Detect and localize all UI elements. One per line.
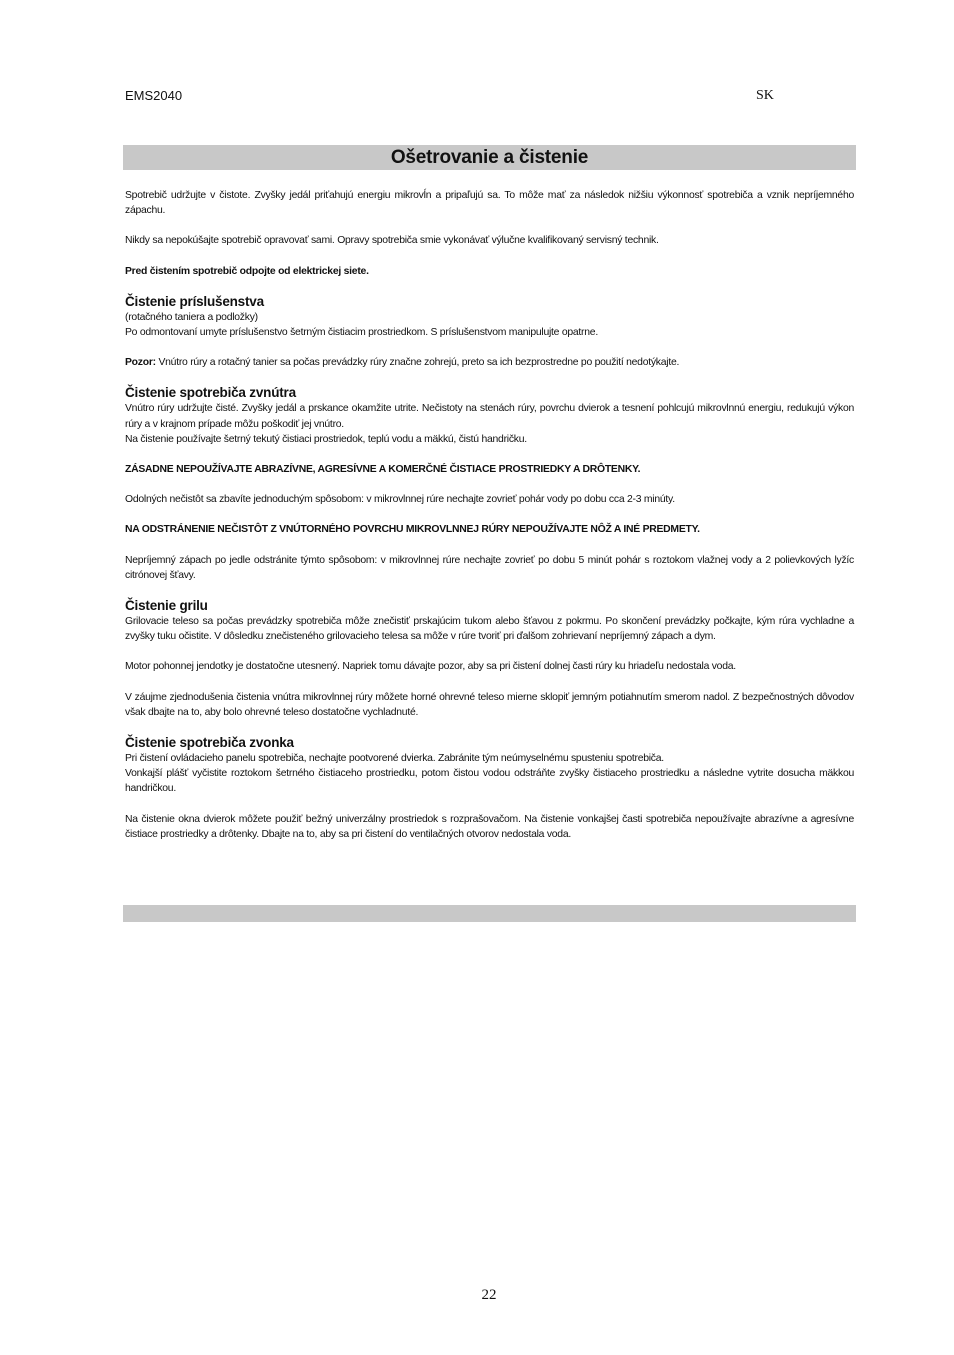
grill-paragraph-3: V záujme zjednodušenia čistenia vnútra mikrovlnnej rúry môžete horné ohrevné teleso mierne sklopiť jemným potiahnutím smerom nadol. Z bezpečnostných dôvodov však dbajte na to, aby bolo ohrevné teleso dostatočne vychladnuté. [125, 691, 854, 718]
section-heading-grill: Čistenie grilu [125, 598, 208, 614]
footer-bar [123, 905, 856, 922]
accessories-paragraph: Po odmontovaní umyte príslušenstvo šetrným čistiacim prostriedkom. S príslušenstvom manipulujte opatrne. [125, 327, 598, 339]
inside-paragraph-2: Na čistenie používajte šetrný tekutý čistiaci prostriedok, teplú vodu a mäkkú, čistú handričku. [125, 433, 527, 445]
warning-label: Pozor: [125, 357, 156, 369]
inside-paragraph-4: Nepríjemný zápach po jedle odstránite týmto spôsobom: v mikrovlnnej rúre nechajte zovrieť po dobu 5 minút pohár s roztokom vlažnej vody a 2 polievkových lyžíc citrónovej šťavy. [125, 554, 854, 581]
grill-paragraph-1: Grilovacie teleso sa počas prevádzky spotrebiča môže znečistiť prskajúcim tukom alebo šťavou z pokrmu. Po skončení prevádzky počkajte, kým rúra vychladne a zvyšky tuku očistite. V dôsledku znečisteného grilovacieho telesa sa môže v rúre tvoriť pri ďalšom zohrievaní nepríjemný zápach a dym. [125, 616, 854, 643]
section-heading-inside: Čistenie spotrebiča zvnútra [125, 385, 296, 401]
page-title: Ošetrovanie a čistenie [390, 146, 589, 168]
intro-warning: Pred čistením spotrebič odpojte od elektrickej siete. [125, 265, 369, 277]
warning-text: Vnútro rúry a rotačný tanier sa počas prevádzky rúry značne zohrejú, preto sa ich bezprostredne po použití nedotýkajte. [155, 357, 680, 369]
inside-warning-2: NA ODSTRÁNENIE NEČISTÔT Z VNÚTORNÉHO POVRCHU MIKROVLNNEJ RÚRY NEPOUŽÍVAJTE NÔŽ A INÉ PREDMETY. [125, 524, 700, 536]
intro-paragraph-2: Nikdy sa nepokúšajte spotrebič opravovať sami. Opravy spotrebiča smie vykonávať výlučne kvalifikovaný servisný technik. [125, 235, 659, 247]
accessories-warning [125, 355, 854, 370]
accessories-subtitle: (rotačného taniera a podložky) [125, 311, 258, 323]
page-number: 22 [481, 1287, 497, 1303]
header-language: SK [756, 88, 774, 103]
outside-paragraph-1: Pri čistení ovládacieho panelu spotrebiča, nechajte pootvorené dvierka. Zabránite tým neúmyselnému spusteniu spotrebiča. [125, 753, 664, 765]
section-heading-accessories: Čistenie príslušenstva [125, 293, 264, 309]
inside-paragraph-3: Odolných nečistôt sa zbavíte jednoduchým spôsobom: v mikrovlnnej rúre nechajte zovrieť pohár vody po dobu cca 2-3 minúty. [125, 494, 675, 506]
inside-paragraph-1: Vnútro rúry udržujte čisté. Zvyšky jedál a prskance okamžite utrite. Nečistoty na stenách rúry, povrchu dvierok a tesnení pohlcujú mikrovlnnú energiu, redukujú výkon rúry a v krajnom prípade môžu poškodiť jej vnútro. [125, 403, 854, 430]
section-heading-outside: Čistenie spotrebiča zvonka [125, 735, 294, 751]
title-bar [123, 145, 856, 170]
grill-paragraph-2: Motor pohonnej jendotky je dostatočne utesnený. Napriek tomu dávajte pozor, aby sa pri čistení dolnej časti rúry ku hriadeľu nedostala voda. [125, 661, 736, 673]
inside-warning-1: ZÁSADNE NEPOUŽÍVAJTE ABRAZÍVNE, AGRESÍVNE A KOMERČNÉ ČISTIACE PROSTRIEDKY A DRÔTENKY. [125, 464, 641, 476]
content [125, 188, 854, 842]
outside-paragraph-2: Vonkajší plášť vyčistite roztokom šetrného čistiaceho prostriedku, potom čistou vodou odstráňte zvyšky čistiaceho prostriedku a následne vytrite dosucha mäkkou handričkou. [125, 768, 854, 795]
header-model: EMS2040 [125, 88, 183, 103]
outside-paragraph-3: Na čistenie okna dvierok môžete použiť bežný univerzálny prostriedok s rozprašovačom. Na čistenie vonkajšej časti spotrebiča nepoužívajte abrazívne a agresívne čistiace prostriedky a drôtenky. Dbajte na to, aby sa pri čistení do ventilačných otvorov nedostala voda. [125, 813, 854, 840]
intro-paragraph-1: Spotrebič udržujte v čistote. Zvyšky jedál priťahujú energiu mikrovĺn a pripaľujú sa. To môže mať za následok nižšiu výkonnosť spotrebiča a vznik nepríjemného zápachu. [125, 190, 854, 217]
